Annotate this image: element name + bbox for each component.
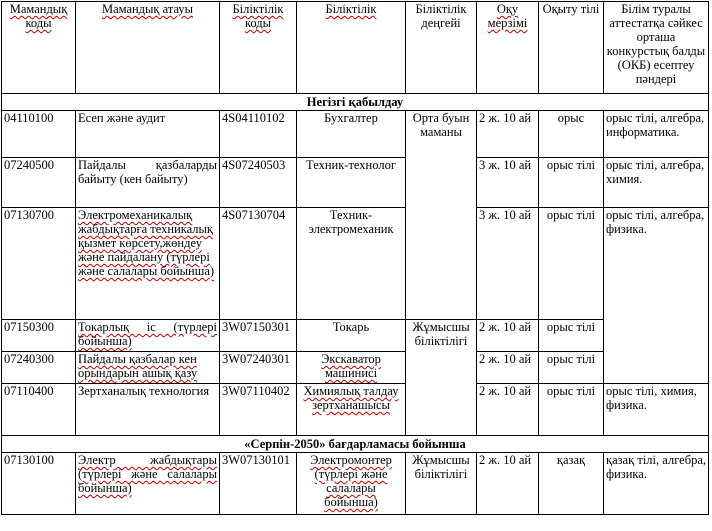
header-name: Мамандық атауы <box>76 2 220 94</box>
cell-qual-code: 3W07240301 <box>220 352 297 384</box>
header-qualification: Біліктілік <box>297 2 406 94</box>
cell-name: Электр жабдықтары (түрлері және салалары бойынша) <box>76 453 220 515</box>
cell-name: Есеп және аудит <box>76 111 220 158</box>
cell-level: Орта буын маманы <box>406 111 477 320</box>
table-row <box>2 352 709 384</box>
cell-language: қазақ <box>539 453 604 515</box>
section-title: Негізгі қабылдау <box>2 94 709 111</box>
table-row <box>2 320 709 352</box>
header-language: Оқыту тілі <box>539 2 604 94</box>
section-row <box>2 94 709 111</box>
cell-language: орыс <box>539 111 604 158</box>
cell-qualification: Бухгалтер <box>297 111 406 158</box>
cell-language: орыс тілі <box>539 352 604 384</box>
cell-duration: 2 ж. 10 ай <box>477 352 539 384</box>
header-subjects: Білім туралы аттестатқа сәйкес орташа конкурстық балды (ОКБ) есептеу пәндері <box>604 2 709 94</box>
cell-qual-code: 4S04110102 <box>220 111 297 158</box>
cell-code: 07110400 <box>2 384 76 436</box>
cell-name: Зертханалық технология <box>76 384 220 436</box>
cell-duration: 3 ж. 10 ай <box>477 208 539 320</box>
table-row <box>2 453 709 515</box>
cell-code: 04110100 <box>2 111 76 158</box>
cell-subjects: қазақ тілі, алгебра, физика. <box>604 453 709 515</box>
cell-subjects: орыс тілі, химия, физика. <box>604 384 709 436</box>
cell-qualification: Токарь <box>297 320 406 352</box>
cell-qual-code: 3W07110402 <box>220 384 297 436</box>
cell-language: орыс тілі <box>539 158 604 208</box>
section-title: «Серпін-2050» бағдарламасы бойынша <box>2 436 709 453</box>
cell-code: 07130700 <box>2 208 76 320</box>
header-row <box>2 2 709 94</box>
specialties-table <box>1 1 709 515</box>
cell-code: 07240500 <box>2 158 76 208</box>
cell-name: Токарлық іс (түрлері бойынша) <box>76 320 220 352</box>
cell-subjects: орыс тілі, алгебра, информатика. <box>604 111 709 158</box>
cell-qualification: Электромонтер (түрлері және салалары бойынша) <box>297 453 406 515</box>
table-row <box>2 111 709 158</box>
cell-name: Электромеханикалық жабдықтарға техникалық қызмет көрсету,жөндеу және пайдалану (түрлері және салалары бойынша) <box>76 208 220 320</box>
cell-subjects: орыс тілі, алгебра, физика. <box>604 208 709 384</box>
cell-qual-code: 3W07150301 <box>220 320 297 352</box>
cell-language: орыс тілі <box>539 320 604 352</box>
cell-qualification: Химиялық талдау зертханашысы <box>297 384 406 436</box>
cell-code: 07150300 <box>2 320 76 352</box>
section-row <box>2 436 709 453</box>
cell-language: орыс тілі <box>539 384 604 436</box>
cell-name: Пайдалы қазбаларды байыту (кен байыту) <box>76 158 220 208</box>
cell-qualification: Экскаватор машинисі <box>297 352 406 384</box>
table-row <box>2 384 709 436</box>
cell-level: Жұмысшы біліктілігі <box>406 453 477 515</box>
cell-qualification: Техник-технолог <box>297 158 406 208</box>
cell-name: Пайдалы қазбалар кен орындарын ашық қазу <box>76 352 220 384</box>
cell-duration: 2 ж. 10 ай <box>477 320 539 352</box>
header-qual-code: Біліктілік коды <box>220 2 297 94</box>
table-row <box>2 158 709 208</box>
cell-duration: 2 ж. 10 ай <box>477 453 539 515</box>
header-duration: Оқу мерзімі <box>477 2 539 94</box>
cell-duration: 2 ж. 10 ай <box>477 111 539 158</box>
header-level: Біліктілік деңгейі <box>406 2 477 94</box>
cell-code: 07240300 <box>2 352 76 384</box>
cell-qual-code: 3W07130101 <box>220 453 297 515</box>
cell-qual-code: 4S07130704 <box>220 208 297 320</box>
header-code: Мамандық коды <box>2 2 76 94</box>
cell-code: 07130100 <box>2 453 76 515</box>
cell-qual-code: 4S07240503 <box>220 158 297 208</box>
cell-duration: 3 ж. 10 ай <box>477 158 539 208</box>
cell-subjects: орыс тілі, алгебра, химия. <box>604 158 709 208</box>
cell-duration: 2 ж. 10 ай <box>477 384 539 436</box>
cell-language: орыс тілі <box>539 208 604 320</box>
cell-level: Жұмысшы біліктілігі <box>406 320 477 436</box>
cell-qualification: Техник-электромеханик <box>297 208 406 320</box>
table-row <box>2 208 709 320</box>
